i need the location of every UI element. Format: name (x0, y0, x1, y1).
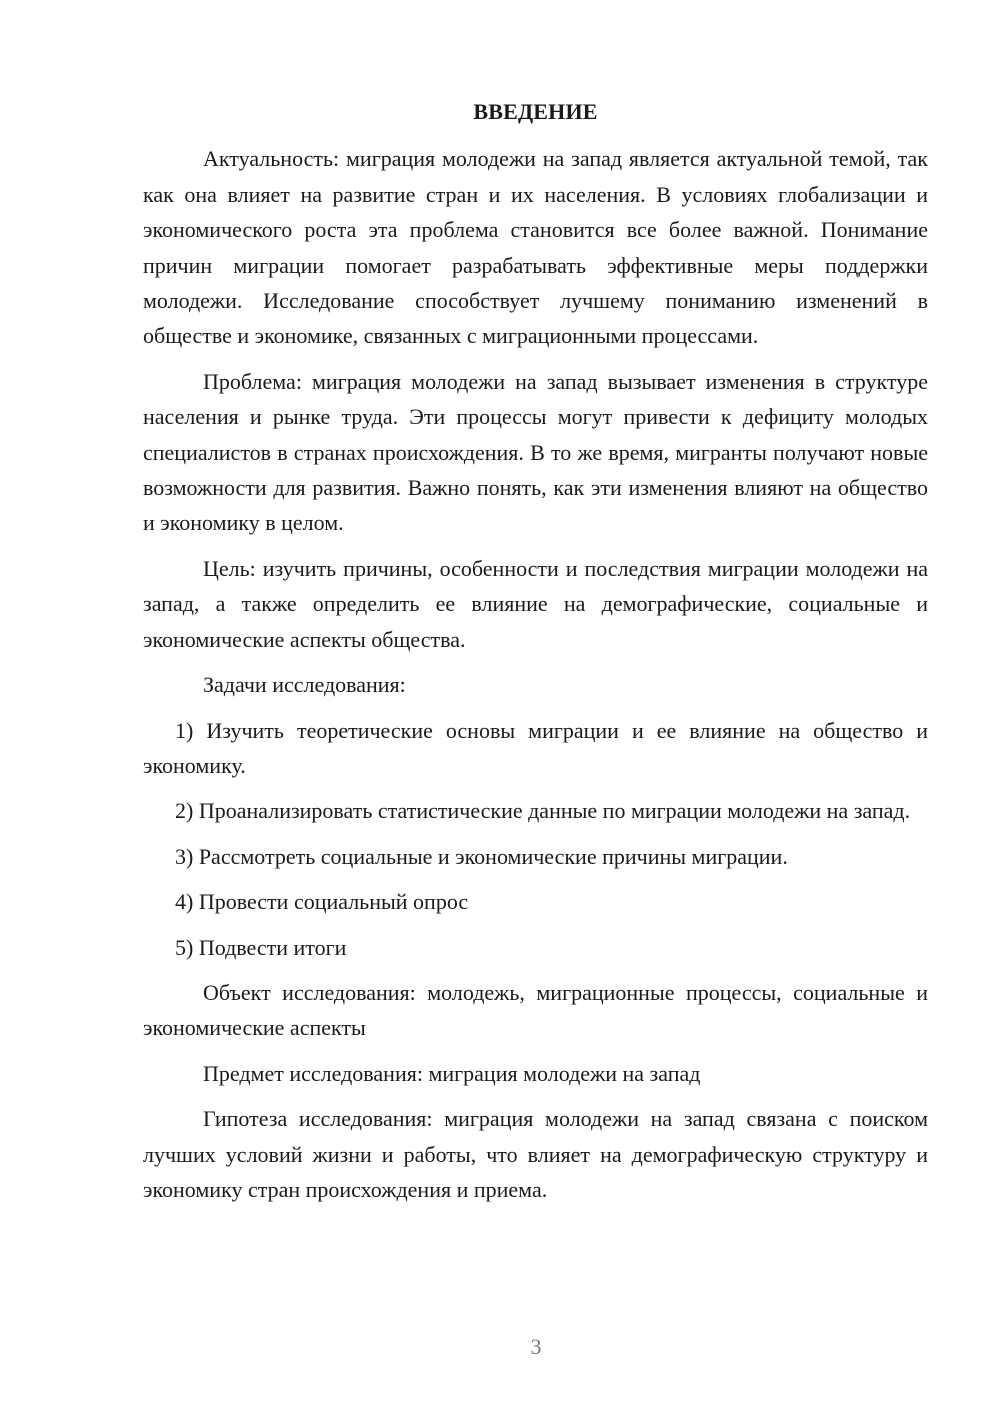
goal-paragraph: Цель: изучить причины, особенности и последствия миграции молодежи на запад, а также определить ее влияние на демографические, социальные и экономические аспекты общества. (143, 555, 928, 652)
object-paragraph: Объект исследования: молодежь, миграционные процессы, социальные и экономические аспекты (143, 979, 928, 1041)
task-item-2: 2) Проанализировать статистические данные по миграции молодежи на запад. (175, 798, 911, 824)
hypothesis-paragraph: Гипотеза исследования: миграция молодежи на запад связана с поиском лучших условий жизни и работы, что влияет на демографическую структуру и экономику стран происхождения и приема. (143, 1106, 928, 1202)
task-item-5: 5) Подвести итоги (175, 934, 347, 960)
relevance-paragraph: Актуальность: миграция молодежи на запад является актуальной темой, так как она влияет на развитие стран и их населения. В условиях глобализации и экономического роста эта проблема становится все более важной. Понимание причин миграции помогает разрабатывать эффективные меры поддержки молодежи. Исследование способствует лучшему пониманию изменений в обществе и экономике, связанных с миграционными процессами. (143, 146, 928, 349)
page-content (143, 94, 928, 1217)
page-number: 3 (530, 1334, 542, 1359)
task-item-1: 1) Изучить теоретические основы миграции и ее влияние на общество и экономику. (143, 717, 928, 778)
problem-paragraph: Проблема: миграция молодежи на запад вызывает изменения в структуре населения и рынке труда. Эти процессы могут привести к дефициту молодых специалистов в странах происхождения. В то же время, мигранты получают новые возможности для развития. Важно понять, как эти изменения влияют на общество и экономику в целом. (143, 368, 928, 536)
task-item-4: 4) Провести социальный опрос (175, 889, 469, 915)
subject-paragraph: Предмет исследования: миграция молодежи на запад (203, 1060, 701, 1086)
page-title: ВВЕДЕНИЕ (473, 99, 598, 124)
task-item-3: 3) Рассмотреть социальные и экономические причины миграции. (175, 843, 788, 869)
tasks-heading: Задачи исследования: (203, 672, 406, 698)
